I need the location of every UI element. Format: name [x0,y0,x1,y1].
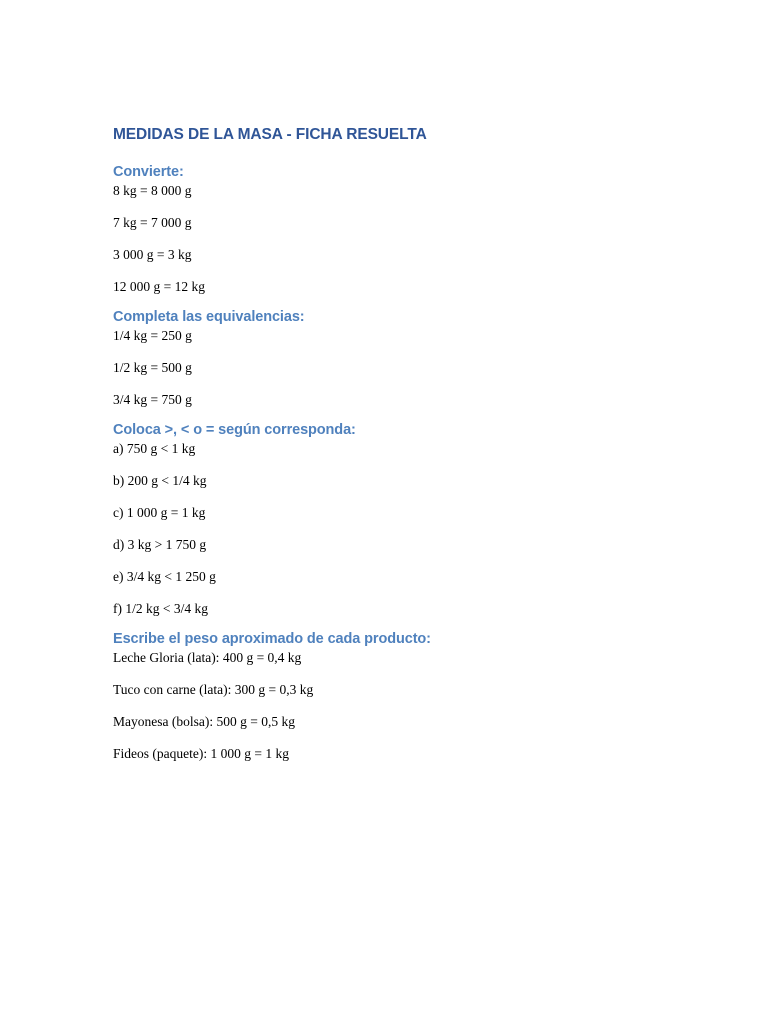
answer-line: 3 000 g = 3 kg [113,247,192,262]
section-comparaciones [113,420,713,618]
answer-line: b) 200 g < 1/4 kg [113,473,207,488]
answer-line: f) 1/2 kg < 3/4 kg [113,601,208,616]
answer-line: Tuco con carne (lata): 300 g = 0,3 kg [113,682,314,697]
answer-line: 1/2 kg = 500 g [113,360,192,375]
document-page [113,124,713,774]
section-equivalencias [113,307,713,409]
section-convierte [113,162,713,296]
answer-line: e) 3/4 kg < 1 250 g [113,569,216,584]
answer-line: a) 750 g < 1 kg [113,441,196,456]
answer-line: 8 kg = 8 000 g [113,183,192,198]
section-heading: Coloca >, < o = según corresponda: [113,422,356,438]
answer-line: c) 1 000 g = 1 kg [113,505,206,520]
answer-line: Leche Gloria (lata): 400 g = 0,4 kg [113,650,302,665]
answer-line: 7 kg = 7 000 g [113,215,192,230]
section-heading: Completa las equivalencias: [113,309,305,325]
answer-line: 1/4 kg = 250 g [113,328,192,343]
section-productos [113,629,713,763]
answer-line: d) 3 kg > 1 750 g [113,537,207,552]
answer-line: 12 000 g = 12 kg [113,279,205,294]
section-heading: Convierte: [113,164,184,180]
answer-line: 3/4 kg = 750 g [113,392,192,407]
answer-line: Fideos (paquete): 1 000 g = 1 kg [113,746,289,761]
section-heading: Escribe el peso aproximado de cada producto: [113,631,431,647]
answer-line: Mayonesa (bolsa): 500 g = 0,5 kg [113,714,295,729]
document-title: MEDIDAS DE LA MASA - FICHA RESUELTA [113,126,427,143]
